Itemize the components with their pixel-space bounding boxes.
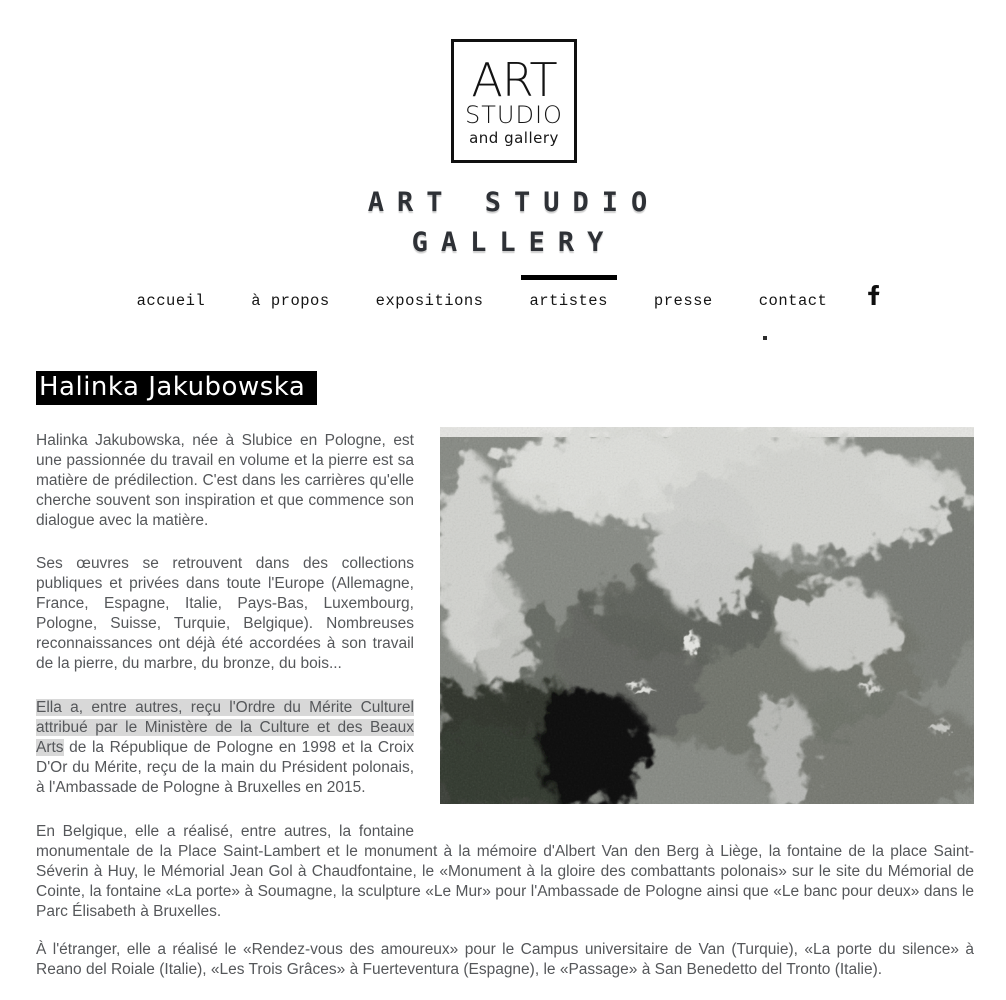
artist-bio <box>36 427 974 980</box>
bio-paragraph-3-rest: de la République de Pologne en 1998 et la Croix D'Or du Mérite, reçu de la main du Président polonais, à l'Ambassade de Pologne à Bruxelles en 2015. <box>36 739 414 796</box>
site-title-line1: ART STUDIO <box>367 187 661 218</box>
highlighted-text: Ella a, entre autres, reçu l'Ordre du Mérite Culturel attribué par le Ministère de la Culture et des Beaux Arts <box>36 699 414 756</box>
wrap-spacer <box>414 822 974 834</box>
nav-item-contact[interactable]: contact <box>758 291 828 310</box>
bio-paragraph-1: Halinka Jakubowska, née à Slubice en Pologne, est une passionnée du travail en volume et la pierre est sa matière de prédilection. C'est dans les carrières qu'elle cherche souvent son inspiration et que commence son dialogue avec la matière. <box>36 432 414 529</box>
logo-text-studio: STUDIO <box>465 101 563 129</box>
logo-text-art: ART <box>471 53 557 107</box>
artist-page <box>0 313 1006 1000</box>
site-title <box>11 183 1006 263</box>
site-header <box>0 0 1006 313</box>
logo-text-and-gallery: and gallery <box>469 129 559 147</box>
page-title: Halinka Jakubowska <box>36 371 317 405</box>
nav-item-expositions[interactable]: expositions <box>375 291 484 310</box>
nav-item-accueil[interactable]: accueil <box>136 291 206 310</box>
site-logo[interactable] <box>451 39 577 163</box>
nav-item-a-propos[interactable]: à propos <box>251 291 330 310</box>
nav-item-presse[interactable]: presse <box>653 291 713 310</box>
bio-paragraph-5: À l'étranger, elle a réalisé le «Rendez-vous des amoureux» pour le Campus universitaire de Van (Turquie), «La porte du silence» à Reano del Roiale (Italie), «Les Trois Grâces» à Fuerteventura (Espagne), le «Passage» à San Benedetto del Tronto (Italie). <box>36 941 974 978</box>
bio-paragraph-2: Ses œuvres se retrouvent dans des collections publiques et privées dans toute l'Europe (Allemagne, France, Espagne, Italie, Pays-Bas, Luxembourg, Pologne, Suisse, Turquie, Belgique). Nombreuses reconnaissances ont déjà été accordées à son travail de la pierre, du marbre, du bronze, du bois... <box>36 555 414 672</box>
bio-paragraph-4-text: En Belgique, elle a réalisé, entre autres, la fontaine monumentale de la Place Saint-Lambert et le monument à la mémoire d'Albert Van den Berg à Liège, la fontaine de la place Saint-Séverin à Huy, le Mémorial Jean Gol à Chaudfontaine, le «Monument à la gloire des combattants polonais» sur le site du Mémorial de Cointe, la fontaine «La porte» à Soumagne, la sculpture «Le Mur» pour l'Ambassade de Pologne ainsi que «Le banc pour deux» dans le Parc Élisabeth à Bruxelles. <box>36 823 974 920</box>
facebook-link[interactable] <box>866 285 881 310</box>
stone-photo-image <box>440 427 974 804</box>
bio-paragraph-4 <box>36 822 974 922</box>
site-title-line2: GALLERY <box>411 227 617 258</box>
facebook-f-icon <box>866 285 881 310</box>
stray-dot <box>763 336 767 340</box>
stone-photo <box>440 427 974 804</box>
main-nav <box>6 288 1006 313</box>
nav-item-artistes[interactable]: artistes <box>529 291 608 310</box>
